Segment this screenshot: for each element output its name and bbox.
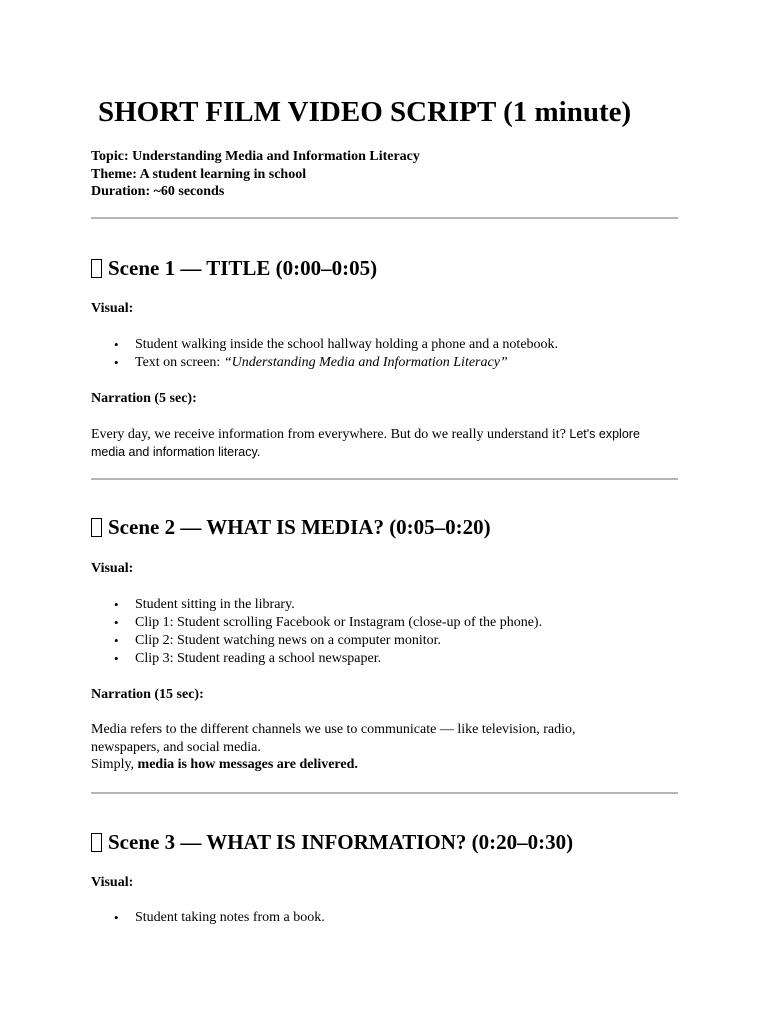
narration-text-sans: media and information literacy. [91,444,261,459]
list-item: • Clip 1: Student scrolling Facebook or Instagram (close-up of the phone). [135,614,542,632]
scene-2-heading-text: Scene 2 — WHAT IS MEDIA? (0:05–0:20) [108,515,491,539]
narration-line [91,756,681,774]
scene-1-visual-label: Visual: [91,301,134,316]
scene-3-visual-label: Visual: [91,875,134,890]
list-item: • Clip 3: Student reading a school newspaper. [135,650,542,668]
list-item: • Student walking inside the school hallway holding a phone and a notebook. [135,336,558,354]
missing-glyph-icon [91,518,102,537]
narration-text-sans: Let's explore [569,427,640,441]
narration-emphasis: media is how messages are delivered. [137,757,358,772]
scene-2-visual-label: Visual: [91,561,134,576]
scene-2-narration-label: Narration (15 sec): [91,687,204,702]
narration-text: Every day, we receive information from everywhere. But do we really understand it? [91,427,566,442]
scene-1-narration-label: Narration (5 sec): [91,391,197,406]
scene-3-heading [91,829,573,855]
divider [91,792,678,794]
page-title: SHORT FILM VIDEO SCRIPT (1 minute) [98,96,632,128]
list-item: • Clip 2: Student watching news on a computer monitor. [135,632,542,650]
list-item-text: Text on screen: [135,355,224,370]
scene-2-heading [91,514,491,540]
scene-3-visual-list [91,909,325,927]
script-meta [91,148,420,201]
list-item [135,354,558,372]
narration-text: Simply, [91,757,138,772]
scene-1-heading-text: Scene 1 — TITLE (0:00–0:05) [108,256,378,280]
narration-line: Media refers to the different channels we use to communicate — like television, radio, [91,722,576,737]
duration-line: Duration: ~60 seconds [91,184,225,199]
narration-line: newspapers, and social media. [91,739,261,755]
topic-line: Topic: Understanding Media and Information Literacy [91,149,420,164]
list-item: • Student taking notes from a book. [135,909,325,927]
scene-3-heading-text: Scene 3 — WHAT IS INFORMATION? (0:20–0:30) [108,830,574,854]
scene-1-visual-list [91,336,558,372]
onscreen-text: “Understanding Media and Information Literacy” [223,355,508,370]
missing-glyph-icon [91,259,102,278]
scene-1-narration [91,426,681,461]
scene-2-narration [91,721,681,774]
list-item: • Student sitting in the library. [135,596,542,614]
missing-glyph-icon [91,833,102,852]
scene-1-heading [91,255,377,281]
theme-line: Theme: A student learning in school [91,166,307,182]
divider [91,217,678,219]
scene-2-visual-list [91,596,542,668]
divider [91,478,678,480]
